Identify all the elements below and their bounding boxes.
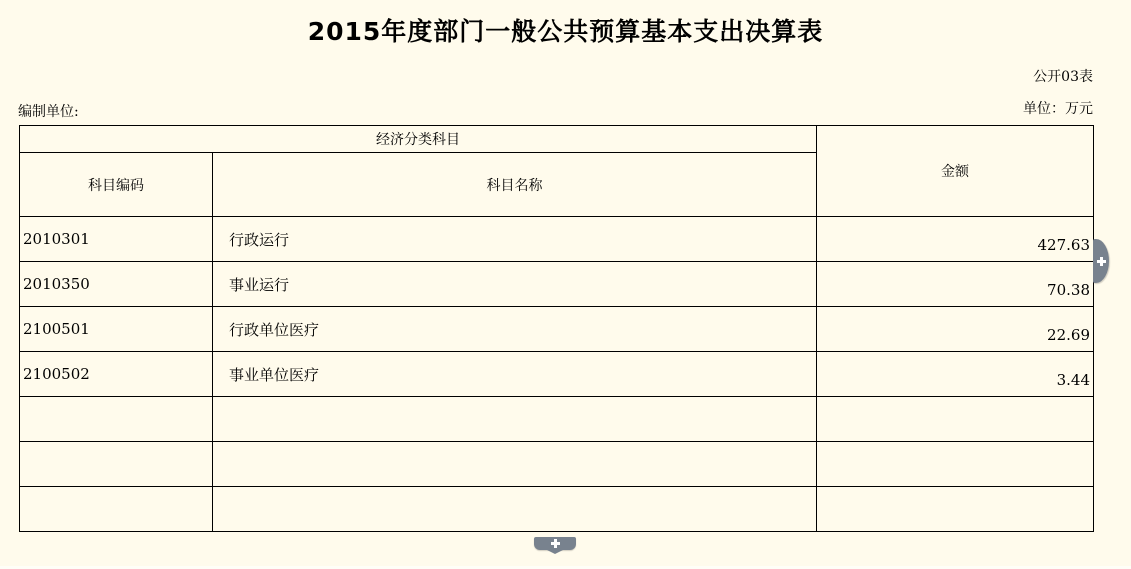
cell-amount: 3.44 [817, 352, 1094, 397]
unit-label: 单位：万元 [1023, 101, 1093, 117]
header-amount: 金额 [817, 126, 1094, 217]
table-row [20, 307, 1094, 352]
cell-subject-name [213, 487, 817, 532]
expand-right-handle[interactable] [1093, 239, 1109, 283]
cell-subject-name: 事业运行 [213, 262, 817, 307]
table-row [20, 262, 1094, 307]
header-subject-name: 科目名称 [213, 153, 817, 217]
table-row [20, 442, 1094, 487]
cell-subject-code [20, 487, 213, 532]
cell-subject-name: 行政单位医疗 [213, 307, 817, 352]
cell-subject-name [213, 397, 817, 442]
table-code-label: 公开03表 [1033, 69, 1093, 85]
expand-bottom-handle[interactable] [534, 537, 576, 550]
budget-table [19, 125, 1094, 532]
header-subject-code: 科目编码 [20, 153, 213, 217]
page-title: 2015年度部门一般公共预算基本支出决算表 [307, 17, 824, 46]
table-row [20, 397, 1094, 442]
cell-subject-code: 2010301 [20, 217, 213, 262]
cell-amount [817, 487, 1094, 532]
table-row [20, 487, 1094, 532]
cell-amount: 427.63 [817, 217, 1094, 262]
header-economic-category: 经济分类科目 [20, 126, 817, 153]
table-row [20, 217, 1094, 262]
cell-subject-name [213, 442, 817, 487]
plus-icon [1097, 257, 1106, 266]
cell-subject-code: 2100501 [20, 307, 213, 352]
cell-amount: 22.69 [817, 307, 1094, 352]
cell-amount [817, 397, 1094, 442]
cell-subject-code [20, 397, 213, 442]
cell-amount: 70.38 [817, 262, 1094, 307]
cell-subject-code: 2010350 [20, 262, 213, 307]
prepared-by-label: 编制单位: [18, 104, 79, 120]
cell-subject-code [20, 442, 213, 487]
table-row [20, 352, 1094, 397]
cell-amount [817, 442, 1094, 487]
cell-subject-name: 事业单位医疗 [213, 352, 817, 397]
header-row-category [20, 126, 1094, 153]
cell-subject-code: 2100502 [20, 352, 213, 397]
cell-subject-name: 行政运行 [213, 217, 817, 262]
plus-icon [551, 539, 560, 548]
